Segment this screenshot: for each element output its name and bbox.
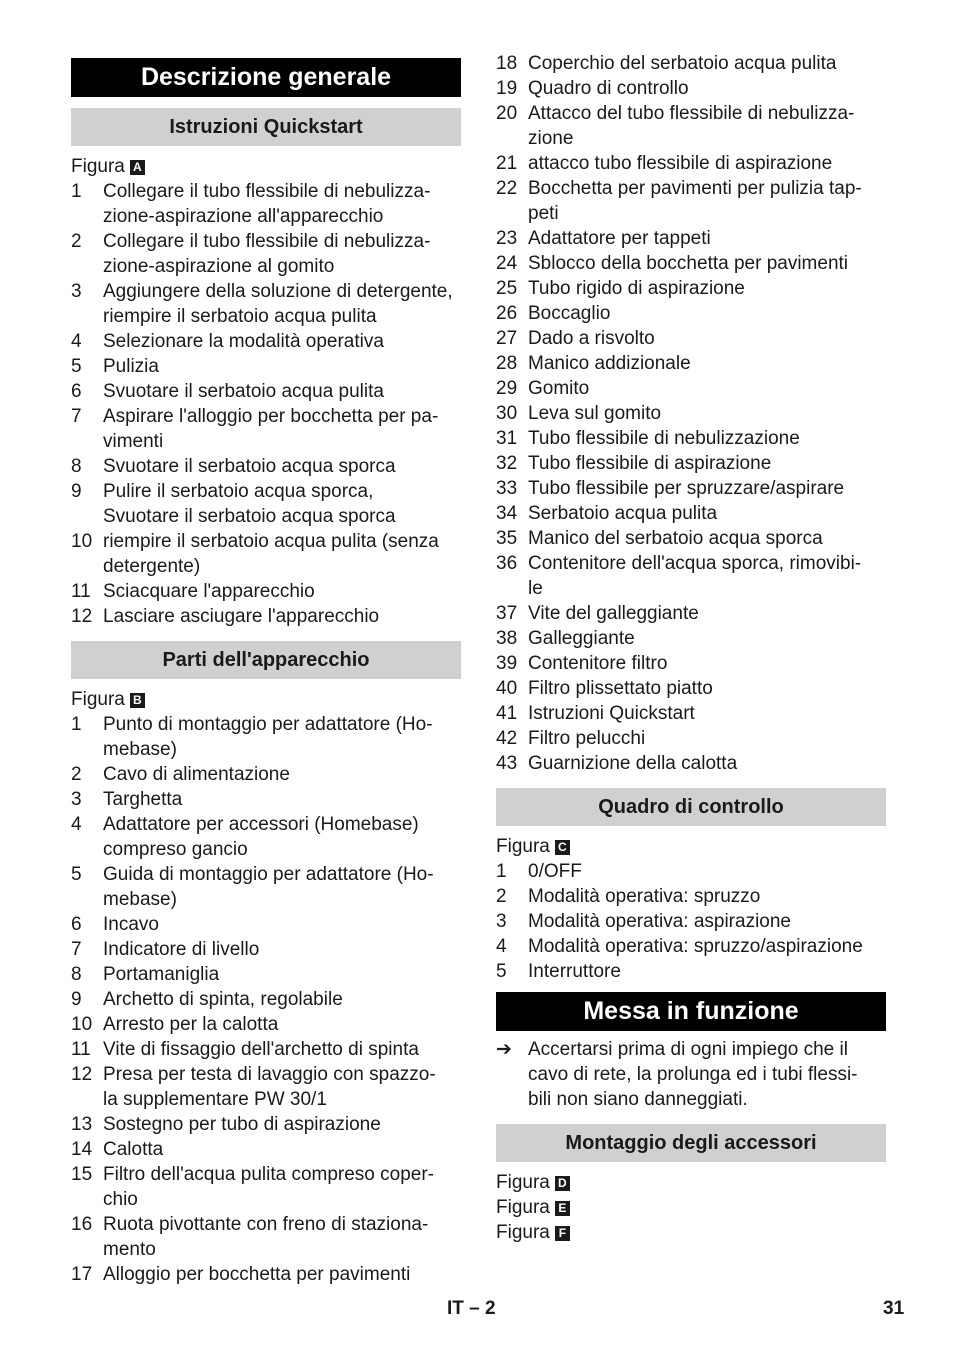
- item-text: Tubo flessibile di aspirazione: [528, 453, 772, 474]
- item-text: Alloggio per bocchetta per pavimenti: [103, 1264, 411, 1285]
- list-item: [496, 451, 886, 476]
- list-item: [496, 526, 886, 551]
- item-number: 4: [496, 936, 507, 957]
- item-text: Tubo flessibile per spruzzare/aspirare: [528, 478, 845, 499]
- item-number: 34: [496, 503, 518, 524]
- list-item: [71, 579, 461, 604]
- item-number: 39: [496, 653, 518, 674]
- list-item: [71, 454, 461, 479]
- item-text: Incavo: [103, 914, 159, 935]
- item-number: 1: [496, 861, 507, 882]
- item-number: 42: [496, 728, 518, 749]
- item-number: 4: [71, 331, 82, 352]
- list-item: [71, 862, 461, 912]
- list-item: [496, 326, 886, 351]
- list-item: [71, 762, 461, 787]
- list-item: [496, 251, 886, 276]
- list-item: [496, 301, 886, 326]
- item-number: 1: [71, 181, 82, 202]
- item-text: Ruota pivottante con freno di staziona- mento: [103, 1214, 429, 1260]
- item-text: Guarnizione della calotta: [528, 753, 738, 774]
- item-number: 26: [496, 303, 518, 324]
- list-item: [496, 76, 886, 101]
- item-number: 8: [71, 456, 82, 477]
- list-item: [496, 376, 886, 401]
- figure-label: Figura: [71, 156, 125, 177]
- item-text: Svuotare il serbatoio acqua pulita: [103, 381, 384, 402]
- item-text: Dado a risvolto: [528, 328, 655, 349]
- item-text: Lasciare asciugare l'apparecchio: [103, 606, 380, 627]
- item-text: Calotta: [103, 1139, 164, 1160]
- figure-label: Figura: [496, 836, 550, 857]
- item-number: 14: [71, 1139, 93, 1160]
- item-number: 27: [496, 328, 518, 349]
- item-text: Modalità operativa: spruzzo: [528, 886, 761, 907]
- item-text: Pulire il serbatoio acqua sporca, Svuotare il serbatoio acqua sporca: [103, 481, 396, 527]
- item-text: Modalità operativa: aspirazione: [528, 911, 791, 932]
- item-text: Vite di fissaggio dell'archetto di spinta: [103, 1039, 419, 1060]
- item-text: attacco tubo flessibile di aspirazione: [528, 153, 833, 174]
- item-text: Tubo rigido di aspirazione: [528, 278, 745, 299]
- list-item: [71, 354, 461, 379]
- item-number: 4: [71, 814, 82, 835]
- list-item: [71, 229, 461, 279]
- figure-label: Figura: [71, 689, 125, 710]
- item-number: 32: [496, 453, 518, 474]
- list-item: [496, 101, 886, 151]
- list-item: [496, 884, 886, 909]
- item-text: Serbatoio acqua pulita: [528, 503, 718, 524]
- item-text: Collegare il tubo flessibile di nebulizza- zione-aspirazione all'apparecchio: [103, 181, 431, 227]
- item-number: 36: [496, 553, 518, 574]
- list-item: [496, 651, 886, 676]
- item-text: Filtro pelucchi: [528, 728, 646, 749]
- item-text: Sciacquare l'apparecchio: [103, 581, 315, 602]
- list-item: [71, 479, 461, 529]
- item-number: 8: [71, 964, 82, 985]
- item-text: Adattatore per tappeti: [528, 228, 711, 249]
- item-text: Filtro dell'acqua pulita compreso coper- chio: [103, 1164, 435, 1210]
- item-number: 18: [496, 53, 518, 74]
- list-item: [496, 551, 886, 601]
- item-text: Guida di montaggio per adattatore (Ho- mebase): [103, 864, 434, 910]
- figure-reference-a: [71, 154, 461, 179]
- figure-label: Figura: [496, 1197, 550, 1218]
- right-column: [496, 51, 886, 1245]
- item-number: 2: [71, 231, 82, 252]
- figure-reference: [496, 1195, 886, 1220]
- figure-reference-c: [496, 834, 886, 859]
- list-item: [496, 601, 886, 626]
- item-number: 6: [71, 381, 82, 402]
- item-text: Svuotare il serbatoio acqua sporca: [103, 456, 396, 477]
- figure-letter-icon: B: [130, 693, 145, 708]
- item-text: Leva sul gomito: [528, 403, 662, 424]
- item-text: Quadro di controllo: [528, 78, 689, 99]
- list-item: [496, 626, 886, 651]
- item-text: Sblocco della bocchetta per pavimenti: [528, 253, 849, 274]
- item-text: Contenitore filtro: [528, 653, 668, 674]
- list-item: [496, 476, 886, 501]
- item-text: Interruttore: [528, 961, 621, 982]
- item-number: 19: [496, 78, 518, 99]
- list-item: [71, 404, 461, 454]
- item-text: Vite del galleggiante: [528, 603, 699, 624]
- item-text: Tubo flessibile di nebulizzazione: [528, 428, 800, 449]
- quickstart-list: [71, 179, 461, 629]
- item-text: Cavo di alimentazione: [103, 764, 290, 785]
- item-number: 3: [71, 281, 82, 302]
- item-number: 25: [496, 278, 518, 299]
- section-title-general-description: Descrizione generale: [71, 58, 461, 97]
- item-number: 6: [71, 914, 82, 935]
- item-text: Filtro plissettato piatto: [528, 678, 713, 699]
- item-text: Pulizia: [103, 356, 159, 377]
- list-item: [71, 962, 461, 987]
- item-number: 17: [71, 1264, 93, 1285]
- item-text: Attacco del tubo flessibile di nebulizza- zione: [528, 103, 855, 149]
- item-number: 12: [71, 606, 93, 627]
- list-item: [496, 676, 886, 701]
- item-number: 21: [496, 153, 518, 174]
- item-number: 20: [496, 103, 518, 124]
- arrow-right-icon: ➔: [496, 1039, 512, 1060]
- item-number: 15: [71, 1164, 93, 1185]
- list-item: [71, 279, 461, 329]
- item-text: riempire il serbatoio acqua pulita (senza detergente): [103, 531, 439, 577]
- item-number: 13: [71, 1114, 93, 1135]
- item-number: 9: [71, 481, 82, 502]
- list-item: [71, 1062, 461, 1112]
- item-number: 7: [71, 939, 82, 960]
- item-text: Boccaglio: [528, 303, 611, 324]
- list-item: [71, 787, 461, 812]
- left-column: [71, 58, 461, 1287]
- list-item: [71, 712, 461, 762]
- item-number: 22: [496, 178, 518, 199]
- item-number: 10: [71, 1014, 93, 1035]
- item-number: 28: [496, 353, 518, 374]
- item-text: Presa per testa di lavaggio con spazzo- la supplementare PW 30/1: [103, 1064, 436, 1110]
- heading-accessories-assembly: Montaggio degli accessori: [496, 1124, 886, 1162]
- item-text: 0/OFF: [528, 861, 582, 882]
- commissioning-note: [496, 1037, 886, 1112]
- item-number: 12: [71, 1064, 93, 1085]
- item-number: 38: [496, 628, 518, 649]
- item-text: Manico del serbatoio acqua sporca: [528, 528, 823, 549]
- list-item: [496, 226, 886, 251]
- list-item: [71, 987, 461, 1012]
- list-item: [496, 959, 886, 984]
- list-item: [71, 604, 461, 629]
- item-number: 16: [71, 1214, 93, 1235]
- item-text: Sostegno per tubo di aspirazione: [103, 1114, 381, 1135]
- item-text: Targhetta: [103, 789, 183, 810]
- item-text: Archetto di spinta, regolabile: [103, 989, 343, 1010]
- heading-control-panel: Quadro di controllo: [496, 788, 886, 826]
- list-item: [71, 1037, 461, 1062]
- item-number: 31: [496, 428, 518, 449]
- list-item: [496, 351, 886, 376]
- list-item: [71, 1012, 461, 1037]
- accessories-figures: [496, 1170, 886, 1245]
- figure-letter-icon: E: [555, 1201, 570, 1216]
- list-item: [496, 859, 886, 884]
- figure-letter-icon: C: [555, 840, 570, 855]
- item-text: Contenitore dell'acqua sporca, rimovibi- le: [528, 553, 862, 599]
- item-number: 37: [496, 603, 518, 624]
- item-number: 33: [496, 478, 518, 499]
- list-item: [496, 701, 886, 726]
- item-number: 11: [71, 1039, 91, 1060]
- item-number: 30: [496, 403, 518, 424]
- item-text: Gomito: [528, 378, 590, 399]
- list-item: [71, 529, 461, 579]
- item-number: 9: [71, 989, 82, 1010]
- list-item: [71, 1212, 461, 1262]
- figure-reference: [496, 1220, 886, 1245]
- item-number: 10: [71, 531, 93, 552]
- list-item: [71, 1162, 461, 1212]
- item-number: 29: [496, 378, 518, 399]
- control-panel-list: [496, 859, 886, 984]
- list-item: [496, 934, 886, 959]
- list-item: [496, 909, 886, 934]
- figure-label: Figura: [496, 1172, 550, 1193]
- list-item: [71, 1262, 461, 1287]
- item-number: 7: [71, 406, 82, 427]
- list-item: [496, 401, 886, 426]
- note-text: Accertarsi prima di ogni impiego che il cavo di rete, la prolunga ed i tubi flessi- bili non siano danneggiati.: [528, 1039, 858, 1110]
- item-text: Indicatore di livello: [103, 939, 260, 960]
- parts-list: [71, 712, 461, 1287]
- item-text: Adattatore per accessori (Homebase) compreso gancio: [103, 814, 419, 860]
- list-item: [71, 329, 461, 354]
- heading-quickstart: Istruzioni Quickstart: [71, 108, 461, 146]
- list-item: [496, 51, 886, 76]
- list-item: [496, 176, 886, 226]
- item-number: 11: [71, 581, 91, 602]
- item-number: 5: [496, 961, 507, 982]
- item-text: Aggiungere della soluzione di detergente, riempire il serbatoio acqua pulita: [103, 281, 453, 327]
- item-number: 35: [496, 528, 518, 549]
- item-number: 2: [71, 764, 82, 785]
- item-text: Coperchio del serbatoio acqua pulita: [528, 53, 837, 74]
- item-text: Arresto per la calotta: [103, 1014, 279, 1035]
- parts-list-continued: [496, 51, 886, 776]
- item-number: 23: [496, 228, 518, 249]
- item-number: 2: [496, 886, 507, 907]
- item-number: 41: [496, 703, 518, 724]
- list-item: [71, 912, 461, 937]
- figure-reference-b: [71, 687, 461, 712]
- list-item: [496, 501, 886, 526]
- item-text: Galleggiante: [528, 628, 635, 649]
- item-text: Istruzioni Quickstart: [528, 703, 695, 724]
- item-number: 3: [496, 911, 507, 932]
- list-item: [71, 812, 461, 862]
- item-number: 43: [496, 753, 518, 774]
- list-item: [496, 276, 886, 301]
- item-number: 40: [496, 678, 518, 699]
- figure-reference: [496, 1170, 886, 1195]
- figure-letter-icon: D: [555, 1176, 570, 1191]
- figure-label: Figura: [496, 1222, 550, 1243]
- list-item: [496, 151, 886, 176]
- item-text: Selezionare la modalità operativa: [103, 331, 384, 352]
- item-text: Punto di montaggio per adattatore (Ho- mebase): [103, 714, 433, 760]
- list-item: [71, 379, 461, 404]
- list-item: [71, 1137, 461, 1162]
- item-text: Aspirare l'alloggio per bocchetta per pa- vimenti: [103, 406, 439, 452]
- figure-letter-icon: A: [130, 160, 145, 175]
- list-item: [496, 751, 886, 776]
- item-number: 24: [496, 253, 518, 274]
- list-item: [496, 726, 886, 751]
- footer-language-page: IT – 2: [447, 1298, 496, 1319]
- item-text: Modalità operativa: spruzzo/aspirazione: [528, 936, 863, 957]
- page-number: 31: [883, 1298, 905, 1319]
- item-text: Portamaniglia: [103, 964, 220, 985]
- list-item: [71, 937, 461, 962]
- list-item: [71, 179, 461, 229]
- item-number: 5: [71, 864, 82, 885]
- section-title-commissioning: Messa in funzione: [496, 992, 886, 1031]
- item-text: Bocchetta per pavimenti per pulizia tap- peti: [528, 178, 862, 224]
- figure-letter-icon: F: [555, 1226, 570, 1241]
- list-item: [71, 1112, 461, 1137]
- list-item: [496, 426, 886, 451]
- item-text: Collegare il tubo flessibile di nebulizza- zione-aspirazione al gomito: [103, 231, 431, 277]
- item-number: 1: [71, 714, 82, 735]
- item-number: 5: [71, 356, 82, 377]
- heading-device-parts: Parti dell'apparecchio: [71, 641, 461, 679]
- item-number: 3: [71, 789, 82, 810]
- item-text: Manico addizionale: [528, 353, 691, 374]
